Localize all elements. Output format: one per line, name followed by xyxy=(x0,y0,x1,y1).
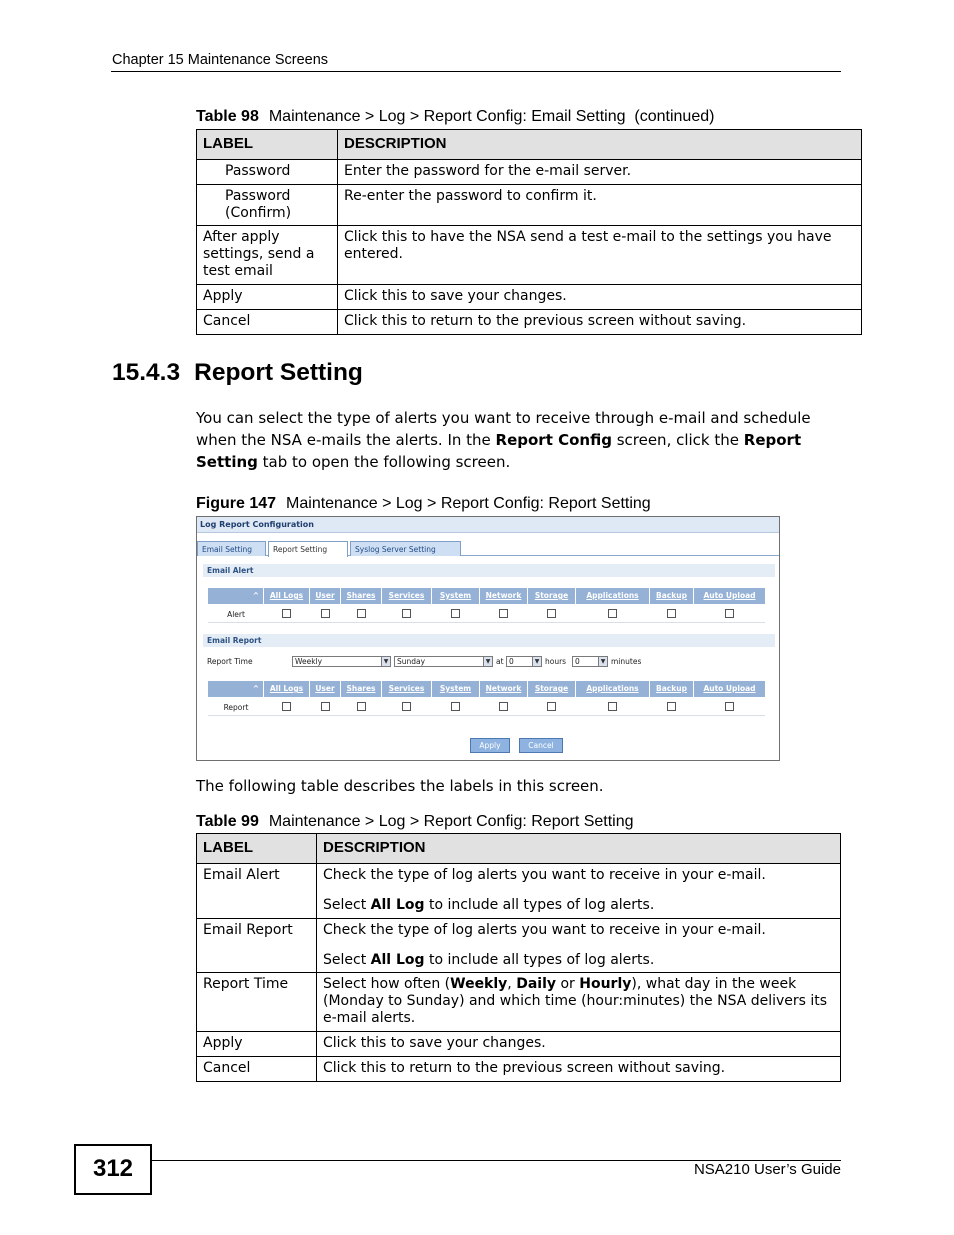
table-row xyxy=(197,310,862,335)
intro-text: screen, click the xyxy=(611,431,744,449)
column-header-description: DESCRIPTION xyxy=(317,834,841,864)
running-head: Chapter 15 Maintenance Screens xyxy=(112,52,329,68)
window-title: Log Report Configuration xyxy=(197,517,779,533)
report-setting-screenshot xyxy=(196,516,780,761)
alert-network-checkbox[interactable] xyxy=(499,609,508,618)
col-backup[interactable]: Backup xyxy=(650,588,694,604)
col-shares[interactable]: Shares xyxy=(341,681,382,697)
row-description: Re-enter the password to confirm it. xyxy=(338,185,862,226)
column-header-label: LABEL xyxy=(197,130,338,160)
alert-user-checkbox[interactable] xyxy=(321,609,330,618)
report-auto-upload-checkbox[interactable] xyxy=(725,702,734,711)
section-heading xyxy=(112,359,363,387)
row-label: Cancel xyxy=(197,310,338,335)
minutes-label: minutes xyxy=(611,657,642,666)
desc-bold: Weekly xyxy=(450,976,508,992)
section-number: 15.4.3 xyxy=(112,359,181,386)
table-row xyxy=(197,1032,841,1057)
row-label: Report Time xyxy=(197,973,317,1032)
row-label: Apply xyxy=(197,285,338,310)
desc-text: or xyxy=(556,976,580,992)
intro-paragraph xyxy=(196,407,842,473)
table-row xyxy=(197,919,841,973)
apply-button[interactable]: Apply xyxy=(470,738,510,753)
note-text: to include all types of log alerts. xyxy=(424,952,655,968)
row-description xyxy=(317,864,841,919)
report-network-checkbox[interactable] xyxy=(499,702,508,711)
col-applications[interactable]: Applications xyxy=(576,588,650,604)
col-user[interactable]: User xyxy=(310,588,341,604)
note-bold: All Log xyxy=(370,952,425,968)
cancel-button[interactable]: Cancel xyxy=(519,738,563,753)
report-user-checkbox[interactable] xyxy=(321,702,330,711)
col-all-logs[interactable]: All Logs xyxy=(264,681,310,697)
email-report-group-title: Email Report xyxy=(203,634,775,647)
section-title: Report Setting xyxy=(194,359,363,386)
day-value: Sunday xyxy=(397,657,426,666)
desc-text: Select how often ( xyxy=(323,976,451,992)
desc-text: ), what day in the week (Monday to Sunday) and which time (hour:minutes) the NSA delivers its e-mail alerts. xyxy=(323,976,828,1026)
row-label: Email Report xyxy=(197,919,317,973)
col-backup[interactable]: Backup xyxy=(650,681,694,697)
alert-services-checkbox[interactable] xyxy=(402,609,411,618)
alert-backup-checkbox[interactable] xyxy=(667,609,676,618)
col-shares[interactable]: Shares xyxy=(341,588,382,604)
report-row-label: Report xyxy=(223,703,249,712)
col-network[interactable]: Network xyxy=(480,588,528,604)
row-description: Click this to return to the previous screen without saving. xyxy=(317,1057,841,1082)
row-label: Cancel xyxy=(197,1057,317,1082)
note-text: Select xyxy=(323,952,371,968)
minute-value: 0 xyxy=(575,657,580,666)
frequency-select[interactable] xyxy=(292,656,391,667)
row-description-note xyxy=(323,897,834,914)
col-network[interactable]: Network xyxy=(480,681,528,697)
figure-caption xyxy=(196,495,651,513)
report-storage-checkbox[interactable] xyxy=(547,702,556,711)
table98-caption xyxy=(196,108,714,126)
report-services-checkbox[interactable] xyxy=(402,702,411,711)
table99-caption-number: Table 99 xyxy=(196,813,259,830)
alert-row-label: Alert xyxy=(227,610,245,619)
row-description: Click this to have the NSA send a test e-mail to the settings you have entered. xyxy=(338,226,862,285)
alert-auto-upload-checkbox[interactable] xyxy=(725,609,734,618)
desc-bold: Daily xyxy=(516,976,556,992)
col-auto-upload[interactable]: Auto Upload xyxy=(694,588,765,604)
desc-bold: Hourly xyxy=(579,976,632,992)
header-sort-arrow: ^ xyxy=(208,588,264,604)
table99-caption-text: Maintenance > Log > Report Config: Report Setting xyxy=(268,813,634,830)
row-description: Enter the password for the e-mail server. xyxy=(338,160,862,185)
alert-row xyxy=(208,605,765,623)
row-description xyxy=(317,973,841,1032)
row-description: Click this to save your changes. xyxy=(317,1032,841,1057)
table-row xyxy=(197,1057,841,1082)
col-services[interactable]: Services xyxy=(382,588,432,604)
report-all-logs-checkbox[interactable] xyxy=(282,702,291,711)
tab-syslog-server-setting[interactable]: Syslog Server Setting xyxy=(350,541,461,556)
minute-select[interactable] xyxy=(572,656,608,667)
email-alert-group-title: Email Alert xyxy=(203,564,775,577)
intro-text: tab to open the following screen. xyxy=(257,453,511,471)
report-time-label: Report Time xyxy=(207,657,253,666)
alert-system-checkbox[interactable] xyxy=(451,609,460,618)
tab-email-setting[interactable]: Email Setting xyxy=(197,541,266,556)
col-auto-upload[interactable]: Auto Upload xyxy=(694,681,765,697)
report-backup-checkbox[interactable] xyxy=(667,702,676,711)
figure-caption-number: Figure 147 xyxy=(196,495,277,512)
intro-text: You can select the type of alerts you want to receive through e-mail and schedule when the NSA e-mails the alerts. In the xyxy=(196,409,811,449)
figure-caption-text: Maintenance > Log > Report Config: Report Setting xyxy=(286,495,651,512)
note-text: Select xyxy=(323,897,371,913)
following-text: The following table describes the labels in this screen. xyxy=(196,777,604,795)
col-user[interactable]: User xyxy=(310,681,341,697)
row-label: Password xyxy=(197,160,338,185)
intro-bold-screen: Report Config xyxy=(495,431,612,449)
row-description: Click this to return to the previous screen without saving. xyxy=(338,310,862,335)
row-description-text: Check the type of log alerts you want to receive in your e-mail. xyxy=(323,867,766,883)
row-label: Apply xyxy=(197,1032,317,1057)
col-storage[interactable]: Storage xyxy=(528,588,576,604)
col-system[interactable]: System xyxy=(432,681,480,697)
alert-shares-checkbox[interactable] xyxy=(357,609,366,618)
column-header-description: DESCRIPTION xyxy=(338,130,862,160)
col-applications[interactable]: Applications xyxy=(576,681,650,697)
table98-caption-number: Table 98 xyxy=(196,108,259,125)
intro-bold-tab: Report Setting xyxy=(196,431,802,471)
row-description-note xyxy=(323,952,834,969)
hour-value: 0 xyxy=(509,657,514,666)
report-applications-checkbox[interactable] xyxy=(608,702,617,711)
row-description xyxy=(317,919,841,973)
chevron-down-icon: ▼ xyxy=(381,657,390,666)
hour-select[interactable] xyxy=(506,656,542,667)
alert-header-row xyxy=(208,588,765,604)
table98-caption-text: Maintenance > Log > Report Config: Email Setting (continued) xyxy=(268,108,715,125)
note-bold: All Log xyxy=(370,897,425,913)
note-text: to include all types of log alerts. xyxy=(424,897,655,913)
header-sort-arrow: ^ xyxy=(208,681,264,697)
report-header-row xyxy=(208,681,765,697)
report-row xyxy=(208,698,765,716)
chevron-down-icon: ▼ xyxy=(483,657,492,666)
col-services[interactable]: Services xyxy=(382,681,432,697)
table-row xyxy=(197,285,862,310)
row-label: After apply settings, send a test email xyxy=(197,226,338,285)
chevron-down-icon: ▼ xyxy=(598,657,607,666)
table-row xyxy=(197,864,841,919)
row-label: Password (Confirm) xyxy=(197,185,338,226)
report-shares-checkbox[interactable] xyxy=(357,702,366,711)
table99-caption xyxy=(196,813,634,831)
header-rule xyxy=(111,71,841,72)
hours-label: hours xyxy=(545,657,567,666)
frequency-value: Weekly xyxy=(295,657,323,666)
desc-text: , xyxy=(507,976,517,992)
chevron-down-icon: ▼ xyxy=(532,657,541,666)
col-storage[interactable]: Storage xyxy=(528,681,576,697)
col-system[interactable]: System xyxy=(432,588,480,604)
at-label: at xyxy=(496,657,504,666)
table-row xyxy=(197,226,862,285)
row-description-text: Check the type of log alerts you want to receive in your e-mail. xyxy=(323,922,766,938)
col-all-logs[interactable]: All Logs xyxy=(264,588,310,604)
tab-report-setting[interactable]: Report Setting xyxy=(268,541,348,557)
tab-bar xyxy=(197,541,779,556)
day-select[interactable] xyxy=(394,656,493,667)
report-system-checkbox[interactable] xyxy=(451,702,460,711)
table98 xyxy=(196,129,862,335)
page-number: 312 xyxy=(74,1144,152,1195)
alert-all-logs-checkbox[interactable] xyxy=(282,609,291,618)
table-header-row xyxy=(197,130,862,160)
alert-storage-checkbox[interactable] xyxy=(547,609,556,618)
table-row xyxy=(197,185,862,226)
row-label: Email Alert xyxy=(197,864,317,919)
footer-guide-title: NSA210 User’s Guide xyxy=(693,1161,841,1178)
table-row xyxy=(197,160,862,185)
column-header-label: LABEL xyxy=(197,834,317,864)
table-row xyxy=(197,973,841,1032)
alert-applications-checkbox[interactable] xyxy=(608,609,617,618)
row-description: Click this to save your changes. xyxy=(338,285,862,310)
table-header-row xyxy=(197,834,841,864)
table99 xyxy=(196,833,841,1082)
